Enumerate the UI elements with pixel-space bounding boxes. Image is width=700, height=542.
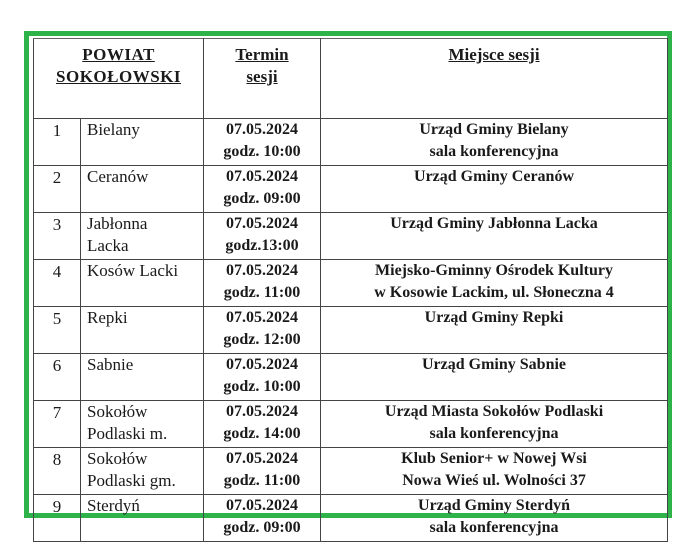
header-termin-line2: sesji bbox=[246, 67, 278, 86]
session-place bbox=[321, 119, 668, 166]
session-time: godz. 14:00 bbox=[223, 425, 301, 442]
session-place bbox=[321, 401, 668, 448]
row-number: 8 bbox=[34, 448, 81, 495]
session-time: godz. 09:00 bbox=[223, 519, 301, 536]
session-date: 07.05.2024 bbox=[226, 450, 299, 467]
row-number: 2 bbox=[34, 166, 81, 213]
session-place-line: Urząd Gminy Bielany bbox=[419, 121, 569, 138]
session-term bbox=[204, 495, 321, 542]
gmina-name-line: Sabnie bbox=[87, 355, 134, 374]
gmina-name-line: Kosów Lacki bbox=[87, 261, 179, 280]
header-termin-line1: Termin bbox=[235, 45, 289, 64]
session-place-line: sala konferencyjna bbox=[429, 425, 559, 442]
session-place-line: sala konferencyjna bbox=[429, 143, 559, 160]
session-place bbox=[321, 166, 668, 213]
session-place bbox=[321, 495, 668, 542]
session-date: 07.05.2024 bbox=[226, 215, 299, 232]
row-number: 4 bbox=[34, 260, 81, 307]
gmina-name bbox=[81, 119, 204, 166]
session-place-line: w Kosowie Lackim, ul. Słoneczna 4 bbox=[374, 284, 614, 301]
session-place bbox=[321, 213, 668, 260]
gmina-name bbox=[81, 166, 204, 213]
session-place bbox=[321, 307, 668, 354]
session-date: 07.05.2024 bbox=[226, 356, 299, 373]
gmina-name bbox=[81, 260, 204, 307]
session-time: godz. 11:00 bbox=[223, 472, 301, 489]
session-place-line: Klub Senior+ w Nowej Wsi bbox=[401, 450, 587, 467]
gmina-name-line: Podlaski m. bbox=[87, 424, 168, 443]
header-miejsce-text: Miejsce sesji bbox=[448, 45, 540, 64]
table-row bbox=[34, 213, 668, 260]
session-time: godz. 09:00 bbox=[223, 190, 301, 207]
gmina-name-line: Sokołów bbox=[87, 449, 148, 468]
session-place-line: Miejsko-Gminny Ośrodek Kultury bbox=[375, 262, 613, 279]
table-row bbox=[34, 166, 668, 213]
session-date: 07.05.2024 bbox=[226, 403, 299, 420]
sessions-table bbox=[33, 38, 668, 542]
session-term bbox=[204, 166, 321, 213]
session-time: godz. 10:00 bbox=[223, 378, 301, 395]
session-term bbox=[204, 354, 321, 401]
session-date: 07.05.2024 bbox=[226, 497, 299, 514]
header-termin bbox=[204, 39, 321, 119]
session-place-line: Urząd Gminy Ceranów bbox=[414, 168, 574, 185]
table-row bbox=[34, 354, 668, 401]
gmina-name-line: Lacka bbox=[87, 236, 129, 255]
session-date: 07.05.2024 bbox=[226, 262, 299, 279]
session-place bbox=[321, 448, 668, 495]
session-place-line: Urząd Gminy Jabłonna Lacka bbox=[390, 215, 598, 232]
header-powiat-line1: POWIAT bbox=[82, 45, 155, 64]
gmina-name bbox=[81, 495, 204, 542]
gmina-name bbox=[81, 401, 204, 448]
session-time: godz. 10:00 bbox=[223, 143, 301, 160]
table-row bbox=[34, 119, 668, 166]
session-place-line: sala konferencyjna bbox=[429, 519, 559, 536]
session-date: 07.05.2024 bbox=[226, 168, 299, 185]
session-date: 07.05.2024 bbox=[226, 121, 299, 138]
session-term bbox=[204, 260, 321, 307]
table-row bbox=[34, 448, 668, 495]
green-frame bbox=[24, 31, 672, 536]
table-row bbox=[34, 307, 668, 354]
gmina-name-line: Repki bbox=[87, 308, 128, 327]
session-date: 07.05.2024 bbox=[226, 309, 299, 326]
session-time: godz. 12:00 bbox=[223, 331, 301, 348]
session-term bbox=[204, 307, 321, 354]
session-place-line: Urząd Miasta Sokołów Podlaski bbox=[384, 403, 604, 420]
row-number: 9 bbox=[34, 495, 81, 542]
table-row bbox=[34, 401, 668, 448]
gmina-name-line: Sokołów bbox=[87, 402, 148, 421]
session-place-line: Urząd Gminy Sabnie bbox=[422, 356, 567, 373]
session-place-line: Urząd Gminy Sterdyń bbox=[418, 497, 571, 514]
session-place-line: Nowa Wieś ul. Wolności 37 bbox=[402, 472, 586, 489]
gmina-name-line: Podlaski gm. bbox=[87, 471, 176, 490]
header-powiat bbox=[34, 39, 204, 119]
table-row bbox=[34, 260, 668, 307]
gmina-name-line: Ceranów bbox=[87, 167, 149, 186]
row-number: 6 bbox=[34, 354, 81, 401]
session-term bbox=[204, 213, 321, 260]
row-number: 3 bbox=[34, 213, 81, 260]
gmina-name bbox=[81, 448, 204, 495]
session-place bbox=[321, 354, 668, 401]
gmina-name-line: Sterdyń bbox=[87, 496, 140, 515]
table-row bbox=[34, 495, 668, 542]
session-time: godz.13:00 bbox=[225, 237, 299, 254]
row-number: 5 bbox=[34, 307, 81, 354]
session-time: godz. 11:00 bbox=[223, 284, 301, 301]
gmina-name-line: Bielany bbox=[87, 120, 140, 139]
gmina-name-line: Jabłonna bbox=[87, 214, 148, 233]
header-powiat-line2: SOKOŁOWSKI bbox=[56, 67, 181, 86]
session-term bbox=[204, 448, 321, 495]
table-body bbox=[34, 119, 668, 542]
session-term bbox=[204, 401, 321, 448]
gmina-name bbox=[81, 213, 204, 260]
session-term bbox=[204, 119, 321, 166]
session-place-line: Urząd Gminy Repki bbox=[424, 309, 564, 326]
gmina-name bbox=[81, 354, 204, 401]
row-number: 1 bbox=[34, 119, 81, 166]
header-miejsce bbox=[321, 39, 668, 119]
session-place bbox=[321, 260, 668, 307]
row-number: 7 bbox=[34, 401, 81, 448]
gmina-name bbox=[81, 307, 204, 354]
